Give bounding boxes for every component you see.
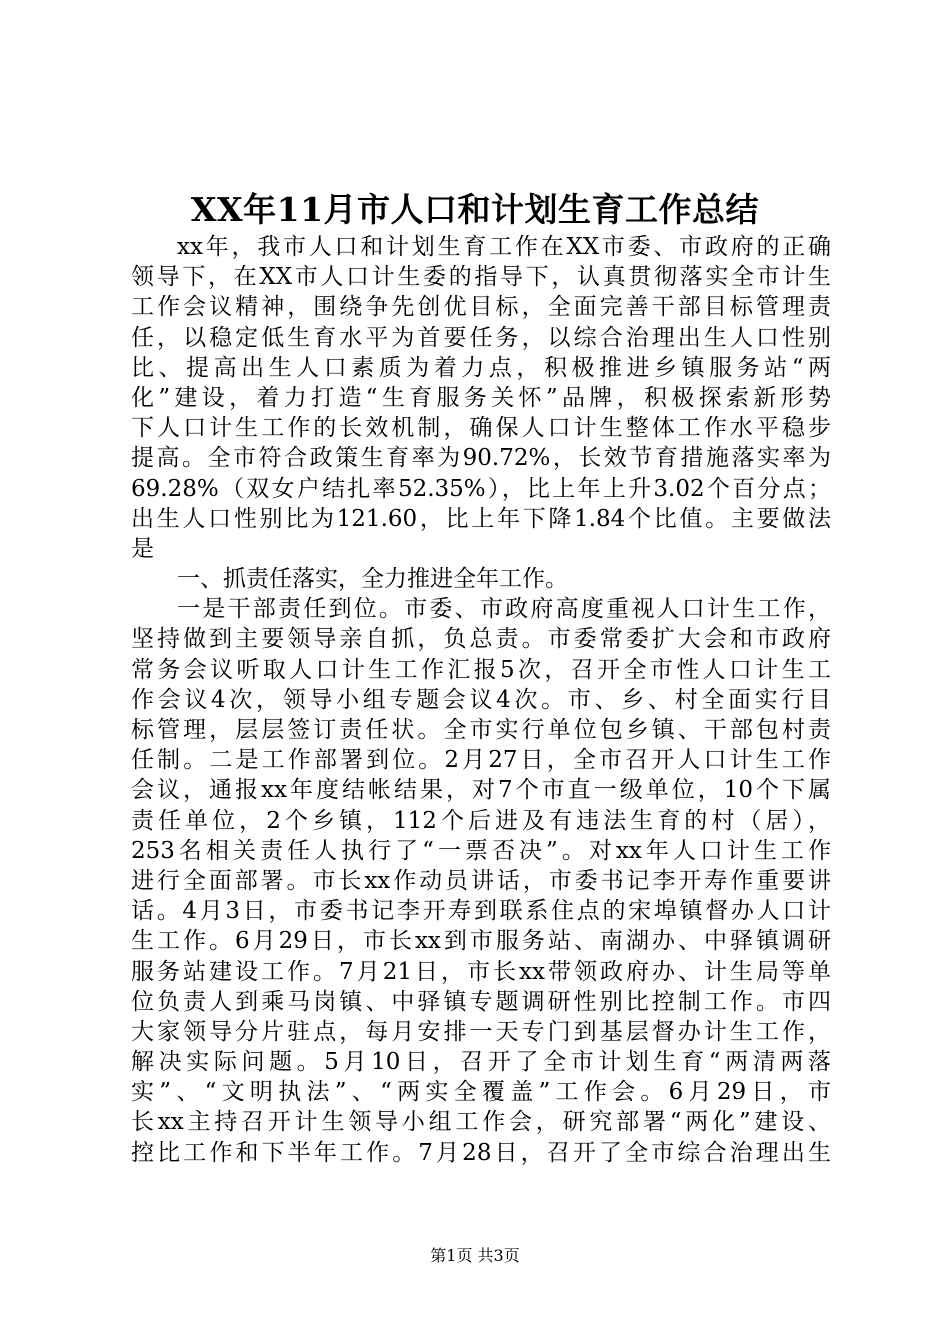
body-line: 一是干部责任到位。市委、市政府高度重视人口计生工作，: [177, 596, 831, 623]
body-line: 进行全面部署。市长xx作动员讲话，市委书记李开寿作重要讲: [131, 867, 831, 894]
body-line: 69.28%（双女户结扎率52.35%），比上年上升3.02个百分点；: [131, 475, 831, 502]
document-title: XX年11月市人口和计划生育工作总结: [190, 190, 760, 229]
body-line: 下人口计生工作的长效机制，确保人口计生整体工作水平稳步: [131, 415, 831, 442]
body-line: 长xx主持召开计生领导小组工作会，研究部署“两化”建设、: [131, 1109, 831, 1136]
body-line: 标管理，层层签订责任状。全市实行单位包乡镇、干部包村责: [131, 717, 831, 743]
section-heading: 一、抓责任落实，全力推进全年工作。: [177, 566, 568, 593]
body-line: 控比工作和下半年工作。7月28日，召开了全市综合治理出生: [131, 1139, 831, 1166]
body-line: 服务站建设工作。7月21日，市长xx带领政府办、计生局等单: [131, 958, 831, 985]
body-line: 话。4月3日，市委书记李开寿到联系住点的宋埠镇督办人口计: [131, 898, 831, 925]
body-line: 提高。全市符合政策生育率为90.72%，长效节育措施落实率为: [131, 445, 831, 472]
body-line: 责任单位，2个乡镇，112个后进及有违法生育的村（居），: [131, 807, 831, 834]
body-line: 实”、“文明执法”、“两实全覆盖”工作会。6月29日，市: [131, 1079, 831, 1106]
body-line: 坚持做到主要领导亲自抓，负总责。市委常委扩大会和市政府: [131, 626, 831, 653]
body-line: 作会议4次，领导小组专题会议4次。市、乡、村全面实行目: [131, 686, 831, 713]
body-line: 253名相关责任人执行了“一票否决”。对xx年人口计生工作: [131, 837, 831, 864]
body-line: 比、提高出生人口素质为着力点，积极推进乡镇服务站“两: [131, 354, 831, 381]
body-line: 任，以稳定低生育水平为首要任务，以综合治理出生人口性别: [131, 324, 831, 351]
body-line: 位负责人到乘马岗镇、中驿镇专题调研性别比控制工作。市四: [131, 988, 831, 1015]
body-line: 出生人口性别比为121.60，比上年下降1.84个比值。主要做法: [131, 505, 831, 532]
body-line: 生工作。6月29日，市长xx到市服务站、南湖办、中驿镇调研: [131, 928, 831, 955]
body-line: 会议，通报xx年度结帐结果，对7个市直一级单位，10个下属: [131, 777, 831, 804]
body-line: 是: [131, 535, 154, 562]
body-line: 大家领导分片驻点，每月安排一天专门到基层督办计生工作，: [131, 1018, 831, 1045]
body-line: 解决实际问题。5月10日，召开了全市计划生育“两清两落: [131, 1049, 831, 1076]
body-line: 领导下，在XX市人口计生委的指导下，认真贯彻落实全市计生: [131, 264, 831, 291]
body-line: 常务会议听取人口计生工作汇报5次，召开全市性人口计生工: [131, 656, 831, 683]
body-line: 任制。二是工作部署到位。2月27日，全市召开人口计生工作: [131, 747, 831, 774]
page-number: 第1页 共3页: [430, 1246, 520, 1265]
body-line: xx年，我市人口和计划生育工作在XX市委、市政府的正确: [177, 234, 831, 260]
body-line: 工作会议精神，围绕争先创优目标，全面完善干部目标管理责: [131, 294, 831, 321]
document-body: [131, 232, 831, 1168]
body-line: 化”建设，着力打造“生育服务关怀”品牌，积极探索新形势: [131, 384, 831, 411]
